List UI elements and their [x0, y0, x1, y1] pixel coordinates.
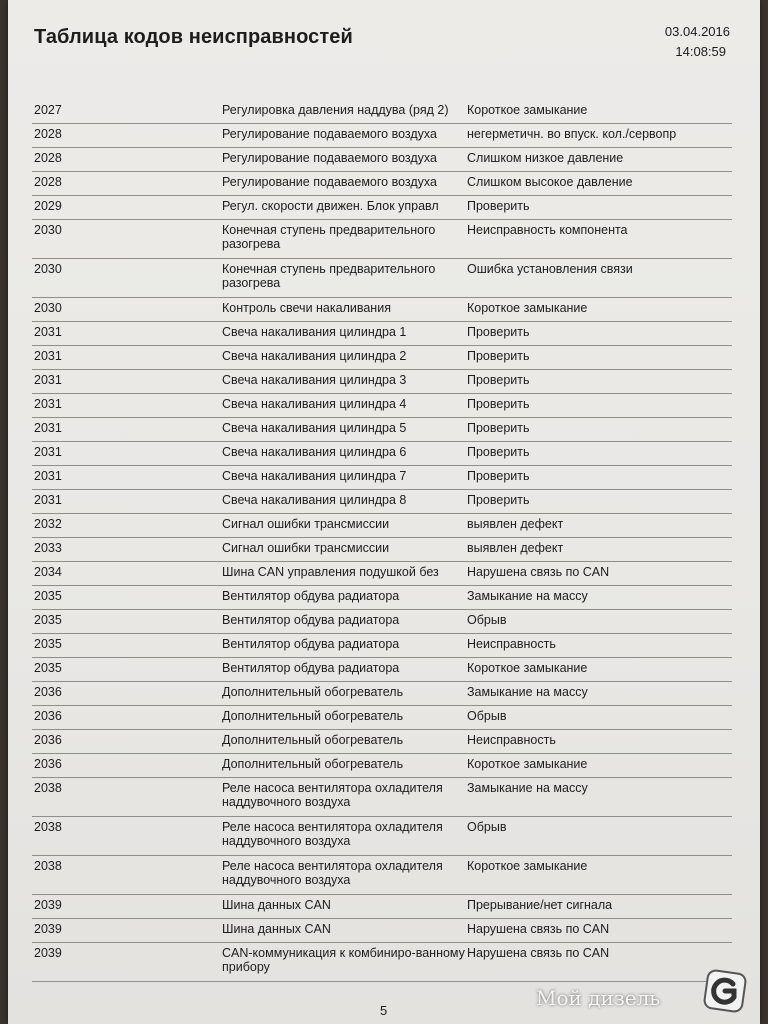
fault-code: 2034 — [34, 565, 62, 579]
fault-description: Короткое замыкание — [467, 661, 588, 675]
component-name: Шина данных CAN — [222, 922, 331, 936]
fault-code: 2035 — [34, 661, 62, 675]
table-row — [32, 124, 732, 148]
page-title: Таблица кодов неисправностей — [34, 26, 353, 48]
fault-code: 2031 — [34, 469, 62, 483]
component-name: Свеча накаливания цилиндра 3 — [222, 373, 407, 387]
fault-description: выявлен дефект — [467, 541, 564, 555]
fault-description: Проверить — [467, 325, 530, 339]
fault-description: негерметичн. во впуск. кол./сервопр — [467, 127, 677, 141]
watermark-text: Мой дизель — [536, 986, 661, 1010]
component-name: Шина CAN управления подушкой без — [222, 565, 439, 579]
component-name: Конечная ступень предварительного разогрева — [222, 262, 436, 290]
fault-description: Проверить — [467, 397, 530, 411]
fault-code: 2027 — [34, 103, 62, 117]
fault-description: Слишком высокое давление — [467, 175, 633, 189]
component-name: Свеча накаливания цилиндра 6 — [222, 445, 407, 459]
fault-code: 2039 — [34, 898, 62, 912]
fault-code: 2031 — [34, 373, 62, 387]
fault-code: 2031 — [34, 325, 62, 339]
table-row — [32, 538, 732, 562]
table-row — [32, 634, 732, 658]
table-row — [32, 100, 732, 124]
component-name: Сигнал ошибки трансмиссии — [222, 517, 390, 531]
fault-code: 2030 — [34, 223, 62, 237]
component-name: Вентилятор обдува радиатора — [222, 589, 400, 603]
fault-code: 2032 — [34, 517, 62, 531]
component-name: Регулирование подаваемого воздуха — [222, 127, 437, 141]
component-name: Контроль свечи накаливания — [222, 301, 391, 315]
fault-code: 2035 — [34, 613, 62, 627]
fault-description: Обрыв — [467, 613, 507, 627]
table-row — [32, 514, 732, 538]
fault-description: Нарушена связь по CAN — [467, 922, 610, 936]
fault-description: Замыкание на массу — [467, 589, 588, 603]
fault-code: 2036 — [34, 733, 62, 747]
component-name: Регулирование подаваемого воздуха — [222, 151, 437, 165]
document-page — [8, 0, 760, 1024]
table-row — [32, 394, 732, 418]
fault-description: Неисправность — [467, 733, 556, 747]
table-row — [32, 346, 732, 370]
fault-description: Проверить — [467, 421, 530, 435]
component-name: Реле насоса вентилятора охладителя наддувочного воздуха — [222, 859, 443, 887]
component-name: Реле насоса вентилятора охладителя наддувочного воздуха — [222, 781, 443, 809]
fault-description: Неисправность компонента — [467, 223, 628, 237]
table-row — [32, 856, 732, 895]
fault-description: Слишком низкое давление — [467, 151, 624, 165]
table-row — [32, 220, 732, 259]
table-row — [32, 196, 732, 220]
table-row — [32, 259, 732, 298]
component-name: Дополнительный обогреватель — [222, 709, 404, 723]
fault-code: 2031 — [34, 421, 62, 435]
fault-code: 2033 — [34, 541, 62, 555]
fault-code: 2038 — [34, 781, 62, 795]
fault-description: Замыкание на массу — [467, 685, 588, 699]
component-name: Дополнительный обогреватель — [222, 757, 404, 771]
table-row — [32, 370, 732, 394]
fault-code: 2028 — [34, 127, 62, 141]
table-row — [32, 172, 732, 196]
fault-code: 2036 — [34, 709, 62, 723]
fault-description: Обрыв — [467, 820, 507, 834]
fault-code: 2031 — [34, 397, 62, 411]
table-row — [32, 943, 732, 982]
fault-description: Ошибка установления связи — [467, 262, 633, 276]
component-name: Дополнительный обогреватель — [222, 733, 404, 747]
component-name: Вентилятор обдува радиатора — [222, 661, 400, 675]
table-row — [32, 730, 732, 754]
fault-code-table — [32, 100, 732, 982]
component-name: Свеча накаливания цилиндра 5 — [222, 421, 407, 435]
table-row — [32, 586, 732, 610]
page-number: 5 — [380, 1003, 388, 1018]
fault-description: Нарушена связь по CAN — [467, 946, 610, 960]
component-name: Свеча накаливания цилиндра 7 — [222, 469, 407, 483]
fault-code: 2036 — [34, 685, 62, 699]
fault-description: Проверить — [467, 373, 530, 387]
fault-description: Проверить — [467, 199, 530, 213]
component-name: Дополнительный обогреватель — [222, 685, 404, 699]
table-row — [32, 682, 732, 706]
print-time: 14:08:59 — [675, 44, 726, 59]
fault-description: выявлен дефект — [467, 517, 564, 531]
table-row — [32, 754, 732, 778]
fault-code: 2038 — [34, 820, 62, 834]
table-row — [32, 778, 732, 817]
table-row — [32, 817, 732, 856]
component-name: Свеча накаливания цилиндра 1 — [222, 325, 407, 339]
fault-code: 2035 — [34, 637, 62, 651]
fault-description: Короткое замыкание — [467, 859, 588, 873]
table-row — [32, 706, 732, 730]
table-row — [32, 466, 732, 490]
fault-description: Проверить — [467, 349, 530, 363]
fault-description: Короткое замыкание — [467, 757, 588, 771]
component-name: Сигнал ошибки трансмиссии — [222, 541, 390, 555]
fault-code: 2028 — [34, 151, 62, 165]
table-row — [32, 658, 732, 682]
component-name: Вентилятор обдува радиатора — [222, 613, 400, 627]
fault-description: Неисправность — [467, 637, 556, 651]
fault-code: 2038 — [34, 859, 62, 873]
component-name: Реле насоса вентилятора охладителя наддувочного воздуха — [222, 820, 443, 848]
fault-description: Короткое замыкание — [467, 301, 588, 315]
table-row — [32, 148, 732, 172]
fault-description: Замыкание на массу — [467, 781, 588, 795]
fault-description: Прерывание/нет сигнала — [467, 898, 613, 912]
fault-code: 2036 — [34, 757, 62, 771]
fault-code: 2031 — [34, 493, 62, 507]
table-row — [32, 895, 732, 919]
component-name: Свеча накаливания цилиндра 2 — [222, 349, 407, 363]
component-name: Вентилятор обдува радиатора — [222, 637, 400, 651]
fault-description: Проверить — [467, 493, 530, 507]
table-row — [32, 610, 732, 634]
table-row — [32, 490, 732, 514]
watermark-logo-icon — [700, 966, 750, 1016]
table-row — [32, 562, 732, 586]
component-name: Конечная ступень предварительного разогрева — [222, 223, 436, 251]
table-row — [32, 442, 732, 466]
table-row — [32, 322, 732, 346]
component-name: Регул. скорости движен. Блок управл — [222, 199, 439, 213]
fault-code: 2035 — [34, 589, 62, 603]
fault-code: 2031 — [34, 445, 62, 459]
fault-code: 2031 — [34, 349, 62, 363]
component-name: Регулирование подаваемого воздуха — [222, 175, 437, 189]
fault-description: Проверить — [467, 469, 530, 483]
fault-code: 2028 — [34, 175, 62, 189]
fault-code: 2030 — [34, 301, 62, 315]
fault-code: 2030 — [34, 262, 62, 276]
fault-description: Обрыв — [467, 709, 507, 723]
component-name: Шина данных CAN — [222, 898, 331, 912]
fault-code: 2039 — [34, 946, 62, 960]
table-row — [32, 298, 732, 322]
fault-code: 2029 — [34, 199, 62, 213]
fault-description: Нарушена связь по CAN — [467, 565, 610, 579]
fault-code: 2039 — [34, 922, 62, 936]
component-name: Регулировка давления наддува (ряд 2) — [222, 103, 449, 117]
fault-description: Короткое замыкание — [467, 103, 588, 117]
table-row — [32, 919, 732, 943]
print-date: 03.04.2016 — [664, 24, 730, 39]
table-row — [32, 418, 732, 442]
component-name: CAN-коммуникация к комбиниро-ванному прибору — [222, 946, 465, 974]
fault-description: Проверить — [467, 445, 530, 459]
component-name: Свеча накаливания цилиндра 4 — [222, 397, 407, 411]
component-name: Свеча накаливания цилиндра 8 — [222, 493, 407, 507]
